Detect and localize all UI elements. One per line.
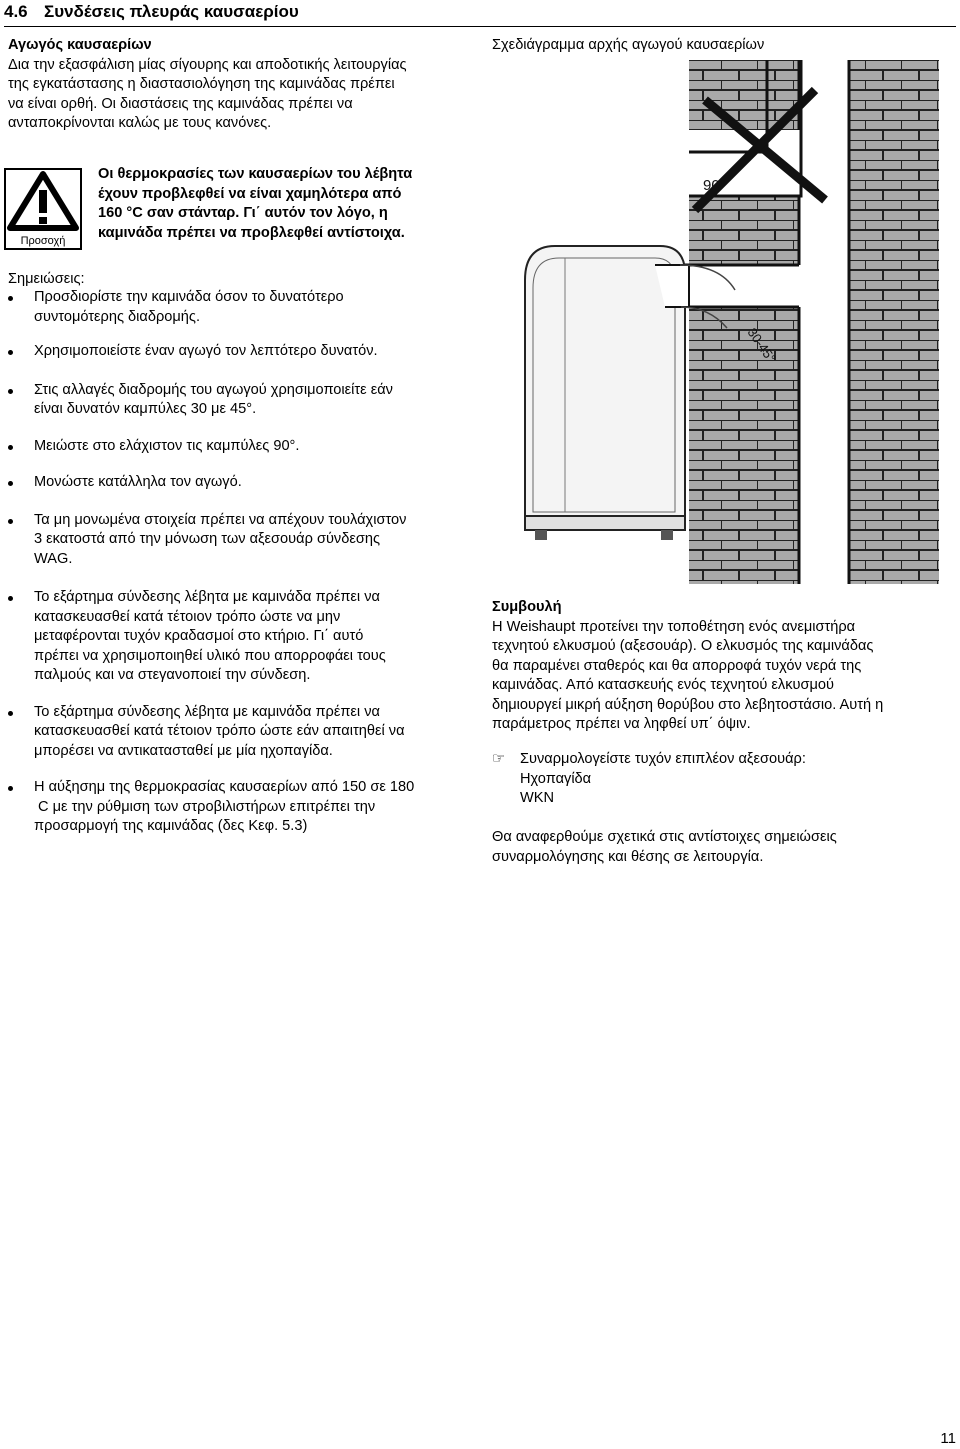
label-90: 90° xyxy=(703,177,726,194)
notes-list xyxy=(8,288,478,837)
tip-footer-line: Θα αναφερθούμε σχετικά στις αντίστοιχες σημειώσεις xyxy=(492,829,837,845)
flue-diagram xyxy=(505,60,955,584)
tip-action-item xyxy=(492,750,932,809)
note-line: Στις αλλαγές διαδρομής του αγωγού χρησιμοποιείτε εάν xyxy=(34,381,393,398)
intro-line: ανταποκρίνονται καλώς με τους κανόνες. xyxy=(8,115,272,131)
chimney-shaft xyxy=(799,60,849,584)
list-item xyxy=(8,588,478,686)
chimney-wall-right xyxy=(849,60,939,584)
list-item xyxy=(8,342,478,362)
note-line: είναι δυνατόν καμπύλες 30 με 45°. xyxy=(34,401,257,417)
note-line: πρέπει να χρησιμοποιηθεί υλικό που απορροφάει τους xyxy=(34,647,386,664)
tip-item-line: Ηχοπαγίδα xyxy=(520,770,592,787)
tip-line: τεχνητού ελκυσμού (αξεσουάρ). Ο ελκυσμός της καμινάδας xyxy=(492,638,874,654)
warning-line: Οι θερμοκρασίες των καυσαερίων του λέβητα xyxy=(98,166,413,182)
tip-line: παράμετρος πρέπει να ληφθεί υπ΄ όψιν. xyxy=(492,716,751,732)
intro-line: να είναι ορθή. Οι διαστάσεις της καμινάδας πρέπει να xyxy=(8,95,353,112)
tip-line: καμινάδας. Από κατασκευής ενός τεχνητού ελκυσμού xyxy=(492,677,835,693)
intro-title: Αγωγός καυσαερίων xyxy=(8,37,152,53)
note-line: Το εξάρτημα σύνδεσης λέβητα με καμινάδα πρέπει να xyxy=(34,589,380,605)
tip-line: H Weishaupt προτείνει την τοποθέτηση ενός ανεμιστήρα xyxy=(492,618,856,635)
tip-title: Συμβουλή xyxy=(492,599,562,615)
section-number: 4.6 xyxy=(4,2,28,21)
tip-item-line: WKN xyxy=(520,790,555,806)
list-item xyxy=(8,778,478,837)
section-heading xyxy=(4,0,956,27)
warning-icon xyxy=(4,168,82,250)
tip-line: δημιουργεί μικρή αύξηση θορύβου στο λεβητοστάσιο. Αυτή η xyxy=(492,696,884,713)
warning-icon-label: Προσοχή xyxy=(20,235,66,247)
warning-line: καμινάδα πρέπει να προβλεφθεί αντίστοιχα. xyxy=(98,224,405,241)
note-line: παλμούς και να στεγανοποιεί την σύνδεση. xyxy=(34,667,311,683)
pointing-hand-icon: ☞ xyxy=(492,751,506,767)
note-line: Το εξάρτημα σύνδεσης λέβητα με καμινάδα πρέπει να xyxy=(34,703,380,720)
notes-title: Σημειώσεις: xyxy=(8,271,85,287)
note-line: Μειώστε στο ελάχιστον τις καμπύλες 90°. xyxy=(34,437,300,454)
diagram-title: Σχεδιάγραμμα αρχής αγωγού καυσαερίων xyxy=(492,37,765,53)
note-line: μεταφέρονται τυχόν κραδασμοί στο κτήριο. Γι΄ αυτό xyxy=(34,628,364,644)
list-item xyxy=(8,437,478,457)
note-line: Τα μη μονωμένα στοιχεία πρέπει να απέχουν τουλάχιστον xyxy=(34,511,407,528)
tip-line: θα παραμένει σταθερός και θα απορροφά τυχόν νερά της xyxy=(492,657,862,674)
note-line: WAG. xyxy=(34,550,73,567)
warning-text xyxy=(98,165,468,243)
note-line: κατασκευασθεί κατά τέτοιον τρόπο ώστε εάν απαιτηθεί να xyxy=(34,723,405,739)
page-number: 11 xyxy=(940,1430,956,1447)
note-line: Μονώστε κατάλληλα τον αγωγό. xyxy=(34,474,242,490)
warning-line: 160 °C σαν στάνταρ. Γι΄ αυτόν τον λόγο, η xyxy=(98,205,388,221)
list-item xyxy=(8,473,478,493)
intro-block xyxy=(8,36,478,134)
note-line: Προσδιορίστε την καμινάδα όσον το δυνατότερο xyxy=(34,289,344,305)
list-item xyxy=(8,511,478,570)
note-line: Χρησιμοποιείστε έναν αγωγό τον λεπτότερο δυνατόν. xyxy=(34,343,378,359)
note-line: Η αύξησημ της θερμοκρασίας καυσαερίων από 150 σε 180 xyxy=(34,779,415,795)
note-line: συντομότερης διαδρομής. xyxy=(34,308,201,325)
intro-line: της εγκατάστασης η διαστασιολόγηση της καμινάδας πρέπει xyxy=(8,76,395,92)
tip-footer-line: συναρμολόγησης και θέσης σε λειτουργία. xyxy=(492,848,764,865)
note-line: 3 εκατοστά από την μόνωση των αξεσουάρ σύνδεσης xyxy=(34,531,381,547)
note-line: μπορέσει να αντικατασταθεί με μία ηχοπαγίδα. xyxy=(34,742,333,759)
warning-line: έχουν προβλεφθεί να είναι χαμηλότερα από xyxy=(98,185,402,202)
tip-item-line: Συναρμολογείστε τυχόν επιπλέον αξεσουάρ: xyxy=(520,751,806,767)
list-item xyxy=(8,381,478,420)
intro-line: Δια την εξασφάλιση μίας σίγουρης και αποδοτικής λειτουργίας xyxy=(8,56,407,73)
tip-block xyxy=(492,598,932,735)
section-title: Συνδέσεις πλευράς καυσαερίου xyxy=(44,2,299,21)
tip-footer xyxy=(492,828,932,867)
list-item xyxy=(8,703,478,762)
note-line: κατασκευασθεί κατά τέτοιον τρόπο ώστε να μην xyxy=(34,608,341,625)
note-line: C με την ρύθμιση των στροβιλιστήρων επιτρέπει την xyxy=(34,798,376,815)
label-30-45: 30-45° xyxy=(744,325,779,366)
note-line: προσαρμογή της καμινάδας (δες Κεφ. 5.3) xyxy=(34,818,308,834)
list-item xyxy=(8,288,478,327)
